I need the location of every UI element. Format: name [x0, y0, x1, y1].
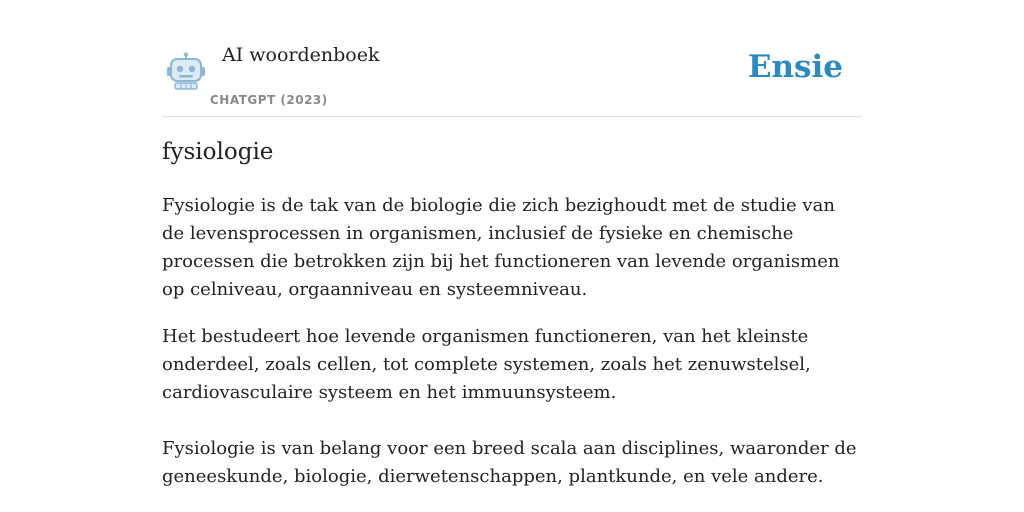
definition-paragraph: Fysiologie is van belang voor een breed scala aan disciplines, waaronder de geneeskunde, biologie, dierwetenschappen, plantkunde, en vele andere.: [162, 438, 857, 487]
source-label: CHATGPT (2023): [210, 93, 328, 107]
robot-icon: [166, 52, 206, 90]
site-title[interactable]: AI woordenboek: [222, 44, 380, 66]
brand-logo[interactable]: Ensie: [747, 49, 843, 85]
header: [162, 0, 862, 117]
definition-paragraph: Fysiologie is de tak van de biologie die zich bezighoudt met de studie van de levensprocessen in organismen, inclusief de fysieke en chemische processen die betrokken zijn bij het functioneren van levende organismen op celniveau, orgaanniveau en systeemniveau.: [162, 195, 840, 300]
page: [162, 0, 862, 487]
entry-term: fysiologie: [162, 139, 274, 165]
definition-paragraph: Het bestudeert hoe levende organismen functioneren, van het kleinste onderdeel, zoals cellen, tot complete systemen, zoals het zenuwstelsel, cardiovasculaire systeem en het immuunsysteem.: [162, 326, 811, 403]
